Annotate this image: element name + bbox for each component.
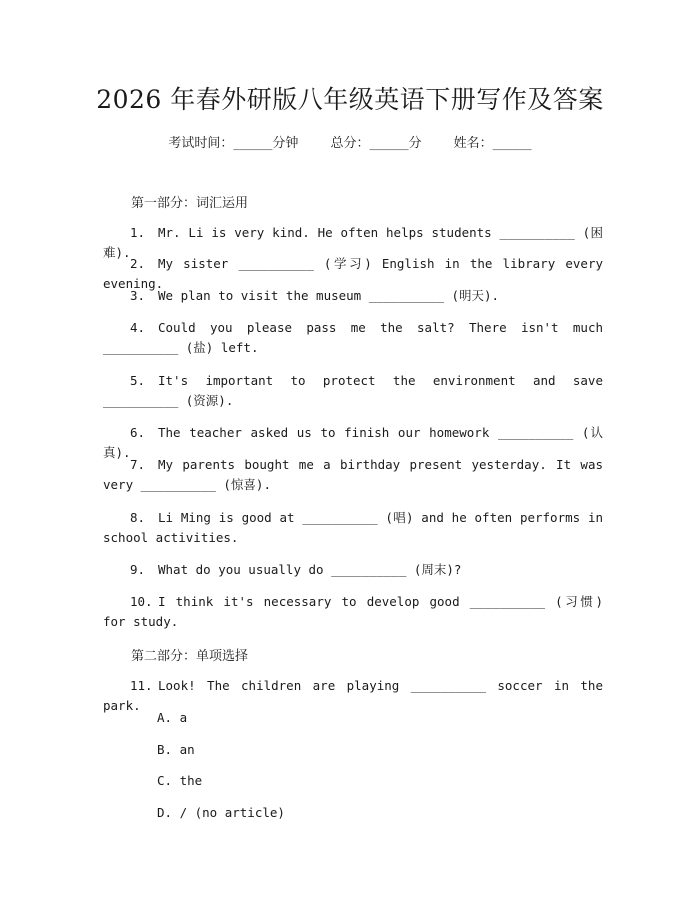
section-heading-multiple-choice: 第二部分：单项选择	[131, 649, 249, 664]
question-number: 8.	[130, 510, 146, 525]
question-number: 11.	[130, 678, 153, 693]
question-text: Li Ming is good at __________ (唱) and he often performs in school activities.	[103, 510, 603, 545]
student-name-field: 姓名：______	[453, 136, 532, 151]
question-number: 3.	[130, 288, 146, 303]
total-score-field: 总分：______分	[330, 136, 422, 151]
question-item	[103, 592, 603, 632]
answer-option-a: A. a	[157, 710, 188, 725]
exam-meta	[0, 132, 700, 151]
question-text: It's important to protect the environment and save __________ (资源).	[103, 373, 603, 408]
question-number: 2.	[130, 256, 146, 271]
question-number: 1.	[130, 225, 146, 240]
question-text: I think it's necessary to develop good __________ (习惯) for study.	[103, 594, 603, 629]
question-item	[103, 560, 603, 580]
answer-option-c: C. the	[157, 773, 203, 788]
question-number: 7.	[130, 457, 146, 472]
question-number: 6.	[130, 425, 146, 440]
question-text: We plan to visit the museum __________ (明天).	[158, 288, 500, 303]
question-text: Could you please pass me the salt? There isn't much __________ (盐) left.	[103, 320, 603, 355]
question-item	[103, 455, 603, 495]
answer-option-b: B. an	[157, 742, 195, 757]
question-item	[103, 371, 603, 411]
question-text: Mr. Li is very kind. He often helps students __________ (困难).	[103, 225, 603, 260]
section-heading-vocabulary: 第一部分：词汇运用	[131, 196, 249, 211]
question-item	[103, 286, 603, 306]
question-number: 4.	[130, 320, 146, 335]
page-title: 2026 年春外研版八年级英语下册写作及答案	[96, 85, 604, 114]
question-text: Look! The children are playing __________ soccer in the park.	[103, 678, 603, 713]
answer-option-d: D. / (no article)	[157, 805, 285, 820]
question-item	[103, 508, 603, 548]
question-item	[103, 318, 603, 358]
question-text: My sister __________ (学习) English in the library every evening.	[103, 256, 603, 291]
question-number: 10.	[130, 594, 153, 609]
question-text: My parents bought me a birthday present yesterday. It was very __________ (惊喜).	[103, 457, 603, 492]
exam-time-field: 考试时间：______分钟	[168, 136, 299, 151]
question-text: What do you usually do __________ (周末)?	[158, 562, 462, 577]
question-text: The teacher asked us to finish our homework __________ (认真).	[103, 425, 603, 460]
question-number: 9.	[130, 562, 146, 577]
question-number: 5.	[130, 373, 146, 388]
